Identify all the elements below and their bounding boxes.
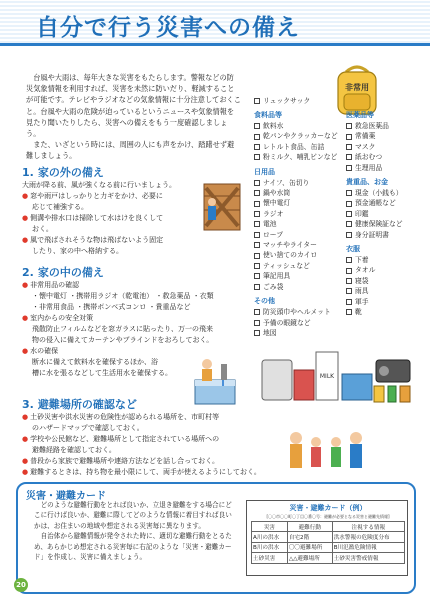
checkbox-icon[interactable] <box>346 309 352 315</box>
checkbox-icon[interactable] <box>254 309 260 315</box>
bullet-icon: ● <box>22 281 29 289</box>
card-form-note: [〇〇市〇〇町〇丁目〇番〇号：避難が必要となる災害と避難先情報] <box>266 514 390 519</box>
section-line <box>22 291 247 302</box>
checklist-item <box>346 152 418 162</box>
line-text: 非常用品の確認 <box>30 281 80 289</box>
family-illustration <box>282 424 372 474</box>
section-line <box>22 423 282 434</box>
card-paragraph: 自治体から避難情報が発令された時に、適切な避難行動をとるため、あらかじめ想定される災害毎に右記のような「災害・避難カード」を作成し、災害に備えましょう。 <box>34 532 232 562</box>
section-number: 1. <box>22 166 34 179</box>
section-line <box>22 467 282 478</box>
section-title: 家の中の備え <box>37 266 104 279</box>
checklist-item <box>254 121 344 131</box>
checklist-item <box>254 261 344 271</box>
checklist-item <box>254 142 344 152</box>
section-line <box>22 313 247 324</box>
checkbox-icon[interactable] <box>254 221 260 227</box>
section-line <box>22 434 282 445</box>
checkbox-icon[interactable] <box>346 211 352 217</box>
checkbox-icon[interactable] <box>346 232 352 238</box>
checklist-item <box>254 188 344 198</box>
checkbox-icon[interactable] <box>254 98 260 104</box>
line-text: 室内からの安全対策 <box>30 314 94 322</box>
table-row <box>252 553 405 563</box>
checklist-item <box>254 271 344 281</box>
emergency-goods-illustration <box>258 330 416 408</box>
checklist-item-label: 身分証明書 <box>355 230 389 239</box>
section-line <box>22 224 200 235</box>
checklist-item <box>254 318 344 328</box>
checkbox-icon[interactable] <box>254 190 260 196</box>
checklist-item-label: 常備薬 <box>355 132 376 141</box>
water-storage-illustration <box>185 352 245 412</box>
intro-text <box>26 72 241 162</box>
checklist-item <box>254 250 344 260</box>
bullet-icon: ● <box>22 468 29 476</box>
checkbox-icon[interactable] <box>346 257 352 263</box>
bullet-icon: ● <box>22 413 29 421</box>
bullet-icon: ● <box>22 236 29 244</box>
line-text: 普段から家族で避難場所や連絡方法などを話し合っておく。 <box>30 457 219 465</box>
checklist-item <box>346 297 418 307</box>
table-cell: A川の洪水 <box>252 532 288 542</box>
checkbox-icon[interactable] <box>346 165 352 171</box>
section-heading-outside <box>22 164 104 180</box>
line-text: 土砂災害や洪水災害の危険性が認められる場所を、市町村等 <box>30 413 220 421</box>
checklist-item-label: レトルト食品、缶詰 <box>263 142 325 151</box>
checkbox-icon[interactable] <box>346 144 352 150</box>
evacuation-card-example <box>246 500 408 576</box>
checklist-item <box>254 209 344 219</box>
card-section-text <box>34 500 234 562</box>
emergency-backpack-icon <box>332 64 382 116</box>
section-line <box>22 412 282 423</box>
checklist-item-label: 雨具 <box>355 287 369 296</box>
checkbox-icon[interactable] <box>254 263 260 269</box>
bullet-icon: ● <box>22 457 29 465</box>
checklist-item-label: 生理用品 <box>355 163 383 172</box>
table-row <box>252 542 405 552</box>
section-title: 避難場所の確認など <box>37 398 137 411</box>
section-line <box>22 456 282 467</box>
line-text: ・非常用食品 ・携帯ボンベ式コンロ ・貴重品など <box>32 303 191 311</box>
checklist-left-column <box>254 110 344 338</box>
checkbox-icon[interactable] <box>254 273 260 279</box>
checkbox-icon[interactable] <box>254 180 260 186</box>
checkbox-icon[interactable] <box>254 201 260 207</box>
intro-paragraph: また、いざという時には、周囲の人にも声をかけ、踏躇せず避難しましょう。 <box>26 140 235 161</box>
bullet-icon: ● <box>22 314 29 322</box>
checkbox-icon[interactable] <box>254 123 260 129</box>
checklist-item <box>346 219 418 229</box>
table-cell: B川氾濫危険情報 <box>332 542 404 552</box>
section-line <box>22 180 200 191</box>
line-text: おく。 <box>32 225 53 233</box>
bullet-icon: ● <box>22 192 29 200</box>
checkbox-icon[interactable] <box>254 232 260 238</box>
section-line <box>22 235 200 246</box>
checklist-item <box>346 307 418 317</box>
checklist-item <box>346 142 418 152</box>
checklist-item <box>254 240 344 250</box>
checklist-item-label: マッチやライター <box>263 241 317 250</box>
line-text: のハザードマップで確認しておく。 <box>32 424 144 432</box>
table-cell: 洪水警報の危険度分布 <box>332 532 404 542</box>
checklist-item-label: 救急医薬品 <box>355 122 389 130</box>
checkbox-icon[interactable] <box>346 123 352 129</box>
checklist-item-label: 紙おむつ <box>355 153 383 162</box>
checkbox-icon[interactable] <box>346 221 352 227</box>
checklist-item <box>346 230 418 240</box>
checkbox-icon[interactable] <box>346 288 352 294</box>
checklist-item-label: 電池 <box>263 220 277 229</box>
checklist-item <box>254 282 344 292</box>
checkbox-icon[interactable] <box>254 134 260 140</box>
checklist-category: その他 <box>254 297 275 306</box>
checklist-item-label: 現金（小銭も） <box>355 189 403 198</box>
checkbox-icon[interactable] <box>254 320 260 326</box>
header-cell: 災害 <box>252 522 288 532</box>
section-line <box>22 246 200 257</box>
table-cell: 土砂災害 <box>252 553 288 563</box>
intro-paragraph: 台風や大雨は、毎年大きな災害をもたらします。警報などの防災気象情報を利用すれば、災害を未然に防いだり、軽減することが可能です。テレビやラジオなどの気象情報に十分注意しておくこと。台風や大雨の危険が迫っているというニュースや気象情報を見たり聞いたりしたら、災害への備えをもう一度確認しましょう。 <box>26 73 241 139</box>
checklist-item-label: 印鑑 <box>355 209 369 218</box>
checklist-item-label: 懐中電灯 <box>263 199 291 208</box>
section-line <box>22 213 200 224</box>
checkbox-icon[interactable] <box>346 190 352 196</box>
card-form-table <box>251 521 405 564</box>
checklist-item <box>254 307 344 317</box>
header-cell: 注視する情報 <box>332 522 404 532</box>
checklist-category: 貴重品、お金 <box>346 178 388 187</box>
table-cell: 土砂災害警戒情報 <box>332 553 404 563</box>
checkbox-icon[interactable] <box>346 201 352 207</box>
card-form-title: 災害・避難カード（例） <box>289 504 367 512</box>
checklist-item <box>346 188 418 198</box>
checkbox-icon[interactable] <box>254 154 260 160</box>
table-cell: 〇〇避難場所 <box>287 542 332 552</box>
section-line <box>22 191 200 202</box>
checklist-item-label: 預金通帳など <box>355 199 396 208</box>
checklist-item <box>254 131 344 141</box>
section-line <box>22 324 247 335</box>
line-text: 風で飛ばされそうな物は飛ばないよう固定 <box>30 236 164 244</box>
checklist-item <box>254 178 344 188</box>
section-number: 2. <box>22 266 34 279</box>
checklist-category: 食料品等 <box>254 111 282 119</box>
checkbox-icon[interactable] <box>254 284 260 290</box>
checkbox-icon[interactable] <box>346 268 352 274</box>
section-line <box>22 202 200 213</box>
checkbox-icon[interactable] <box>254 144 260 150</box>
checklist-item-label: 寝袋 <box>355 276 369 285</box>
line-text: したり、家の中へ格納する。 <box>32 247 123 255</box>
checklist-item-label: ロープ <box>263 230 284 239</box>
section-body-outside <box>22 180 200 257</box>
checklist-item <box>254 230 344 240</box>
checklist-item <box>254 219 344 229</box>
checklist-category: 医薬品等 <box>346 111 374 119</box>
checklist-item <box>346 163 418 173</box>
section-line <box>22 280 247 291</box>
checklist-item-label: ティッシュなど <box>263 261 310 270</box>
page-number: 20 <box>14 578 28 592</box>
line-text: 側溝や排水口は掃除して水はけを良くして <box>30 214 164 222</box>
checklist-item-label: 粉ミルク、哺乳ビンなど <box>263 153 338 162</box>
table-cell: 自宅2階 <box>287 532 332 542</box>
line-text: 大雨が降る前、風が強くなる前に行いましょう。 <box>22 181 176 189</box>
checklist-item <box>254 198 344 208</box>
checkbox-icon[interactable] <box>346 299 352 305</box>
line-text: 窓や雨戸はしっかりと力ギをかけ、必要に <box>30 192 163 200</box>
checklist-item-label: マスク <box>355 142 376 151</box>
bullet-icon: ● <box>22 214 29 222</box>
section-heading-evacuation <box>22 396 137 412</box>
bullet-icon: ● <box>22 435 29 443</box>
line-text: ・懐中電灯 ・携帯用ラジオ（乾電池） ・救急薬品 ・衣類 <box>32 292 214 300</box>
checklist-item <box>346 209 418 219</box>
section-line <box>22 302 247 313</box>
line-text: 学校や公民館など、避難場所として指定されている場所への <box>30 435 220 443</box>
checklist-item-label: 靴 <box>355 308 362 317</box>
line-text: 槽に水を張るなどして生活用水を確保する。 <box>32 369 172 377</box>
checklist-item-label: ラジオ <box>263 209 284 218</box>
checkbox-icon[interactable] <box>346 278 352 284</box>
checkbox-icon[interactable] <box>254 253 260 259</box>
checklist-item <box>346 265 418 275</box>
line-text: 物の侵入に備えてカーテンやブラインドをおろしておく。 <box>32 336 214 344</box>
table-cell: △△避難場所 <box>287 553 332 563</box>
checklist-item <box>346 131 418 141</box>
section-body-evacuation <box>22 412 282 478</box>
line-text: 断水に備えて飲料水を確保するほか、浴 <box>32 358 158 366</box>
checklist-item <box>346 255 418 265</box>
checklist-item-label: 軍手 <box>355 297 369 306</box>
line-text: 水の確保 <box>30 347 59 355</box>
line-text: 応じて補強する。 <box>32 203 88 211</box>
line-text: 避難経路を確認しておく。 <box>32 446 116 454</box>
checklist-category: 衣服 <box>346 245 360 254</box>
checklist-top <box>254 96 340 106</box>
checkbox-icon[interactable] <box>254 242 260 248</box>
header-cell: 避難行動 <box>287 522 332 532</box>
checklist-item <box>346 198 418 208</box>
table-row <box>252 532 405 542</box>
checklist-item-label: ナイフ、缶切り <box>263 178 310 187</box>
checkbox-icon[interactable] <box>346 134 352 140</box>
checklist-item-label: 乾パンやクラッカーなど <box>263 132 338 141</box>
section-line <box>22 335 247 346</box>
line-text: 避難するときは、持ち物を最小限にして、両手が使えるようにしておく。 <box>30 468 261 476</box>
checklist-item-label: タオル <box>355 266 376 275</box>
bullet-icon: ● <box>22 347 29 355</box>
checklist-item-label: 防災頭巾やヘルメット <box>263 308 331 317</box>
section-title: 家の外の備え <box>37 166 104 179</box>
section-number: 3. <box>22 398 34 411</box>
section-line <box>22 445 282 456</box>
page-title: 自分で行う災害への備え <box>36 15 300 41</box>
checklist-item-label: 筆記用具 <box>263 272 291 281</box>
checklist-item <box>254 96 340 106</box>
checklist-item <box>346 276 418 286</box>
checklist-item <box>254 152 344 162</box>
checklist-item <box>346 121 418 131</box>
card-section-heading: 災害・避難カード <box>26 491 106 502</box>
checkbox-icon[interactable] <box>346 154 352 160</box>
checklist-item-label: 予備の眼鏡など <box>263 318 311 327</box>
backpack-label: 非常用 <box>345 83 369 92</box>
checklist-item-label: リュックサック <box>263 97 311 105</box>
checklist-item-label: 下着 <box>355 256 369 265</box>
table-cell: B川の洪水 <box>252 542 288 552</box>
section-heading-inside <box>22 264 104 280</box>
checklist-item-label: 飲料水 <box>263 122 284 130</box>
checklist-item-label: ごみ袋 <box>263 282 284 291</box>
line-text: 飛散防止フィルムなどを窓ガラスに貼ったり、万一の飛来 <box>32 325 213 333</box>
table-header-row <box>252 522 405 532</box>
milk-label: MILK <box>319 373 335 380</box>
checklist-right-column <box>346 110 418 318</box>
card-paragraph: どのような避難行動をとれば良いか、立退き避難をする場合にどこに行けば良いか、避難に際してどのような情報に着目すれば良いかは、お住まいの地域や想定される災害毎に異なります。 <box>34 501 232 530</box>
window-boarding-illustration <box>200 178 246 238</box>
checklist-category: 日用品 <box>254 167 275 176</box>
checklist-item <box>346 286 418 296</box>
checklist-item-label: 鍋や水筒 <box>263 189 291 198</box>
checklist-item-label: 地図 <box>263 328 277 337</box>
checkbox-icon[interactable] <box>254 211 260 217</box>
checklist-item-label: 健康保険証など <box>355 220 403 229</box>
checklist-item-label: 使い捨てのカイロ <box>263 251 318 260</box>
